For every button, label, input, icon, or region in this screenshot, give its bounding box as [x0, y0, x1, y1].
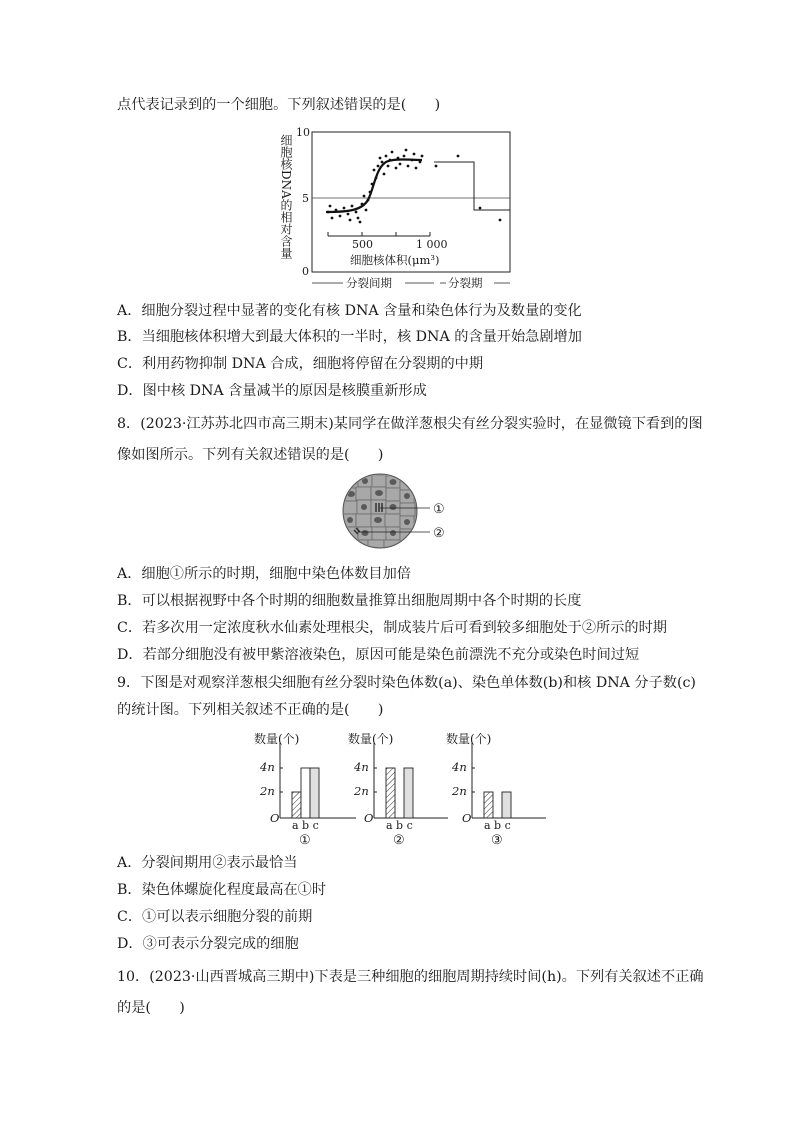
q9-option-a: A．分裂间期用②表示最恰当: [117, 855, 298, 871]
q9-chart-1-bar-a: [292, 792, 301, 818]
q8-stem-line1: 8．(2023·江苏苏北四市高三期末)某同学在做洋葱根尖有丝分裂实验时，在显微镜下看到的图: [117, 416, 703, 432]
q7-stem: 点代表记录到的一个细胞。下列叙述错误的是( ): [117, 97, 441, 113]
q7-step-line: [434, 162, 510, 210]
q7-sigmoid-curve: [326, 160, 422, 213]
q9-chart-1-y4n: 4n: [260, 760, 275, 774]
q7-option-a: A．细胞分裂过程中显著的变化有核 DNA 含量和染色体行为及数量的变化: [117, 303, 582, 319]
q8-microscope-figure: [338, 470, 458, 554]
q7-y-tick-0: 0: [302, 265, 309, 278]
q9-chart-1-xlabels: a b c: [292, 819, 319, 832]
q9-chart-3-bar-a: [484, 792, 493, 818]
q9-option-c: C．①可以表示细胞分裂的前期: [117, 909, 313, 925]
q7-option-b: B．当细胞核体积增大到最大体积的一半时，核 DNA 的含量开始急剧增加: [117, 329, 582, 345]
q8-option-c: C．若多次用一定浓度秋水仙素处理根尖，制成装片后可看到较多细胞处于②所示的时期: [117, 620, 667, 636]
q7-phase-division: 分裂期: [448, 276, 483, 290]
q9-chart-1-bar-b: [301, 768, 310, 818]
q9-chart-2-ylabel: 数量(个): [348, 732, 394, 746]
q9-chart-3-origin: O: [462, 811, 472, 825]
q9-chart-3-y2n: 2n: [452, 784, 467, 798]
q9-bar-charts: [250, 728, 560, 850]
q8-stem-line2: 像如图所示。下列有关叙述错误的是( ): [117, 447, 384, 463]
q8-option-b: B．可以根据视野中各个时期的细胞数量推算出细胞周期中各个时期的长度: [117, 593, 582, 609]
q9-stem-line2: 的统计图。下列相关叙述不正确的是( ): [117, 702, 384, 718]
q9-chart-3-y4n: 4n: [452, 760, 467, 774]
q9-chart-2: [348, 731, 448, 848]
q9-chart-2-xlabels: a b c: [386, 819, 413, 832]
q7-x-tick-1000: 1 000: [416, 238, 448, 251]
q9-chart-3: [446, 731, 546, 848]
q9-chart-2-bar-c: [404, 768, 413, 818]
q7-dna-volume-figure: [270, 122, 530, 292]
q9-chart-2-y4n: 4n: [354, 760, 369, 774]
q8-option-d: D．若部分细胞没有被甲紫溶液染色，原因可能是染色前漂洗不充分或染色时间过短: [117, 647, 640, 663]
q9-chart-1: [254, 731, 356, 848]
q10-stem-line1: 10．(2023·山西晋城高三期中)下表是三种细胞的细胞周期持续时间(h)。下列有关叙述不正确: [117, 969, 704, 985]
q9-chart-2-caption: ②: [393, 833, 405, 848]
q7-option-c: C．利用药物抑制 DNA 合成，细胞将停留在分裂期的中期: [117, 356, 484, 372]
q9-chart-1-origin: O: [270, 811, 280, 825]
q8-label-2: ②: [433, 526, 445, 541]
q7-phase-interphase: 分裂间期: [346, 276, 392, 290]
q9-chart-2-y2n: 2n: [354, 784, 369, 798]
q9-chart-1-y2n: 2n: [260, 784, 275, 798]
q7-y-axis-label: 细胞核DNA的相对含量: [279, 134, 293, 259]
q8-label-1: ①: [433, 502, 445, 517]
q10-stem-line2: 的是( ): [117, 1000, 185, 1016]
q9-chart-3-bar-c: [502, 792, 511, 818]
q9-chart-3-ylabel: 数量(个): [446, 732, 492, 746]
q7-option-d: D．图中核 DNA 含量减半的原因是核膜重新形成: [117, 383, 427, 399]
q9-chart-3-caption: ③: [491, 833, 503, 848]
q9-option-b: B．染色体螺旋化程度最高在①时: [117, 882, 327, 898]
q8-option-a: A．细胞①所示的时期，细胞中染色体数目加倍: [117, 566, 411, 582]
q9-chart-3-xlabels: a b c: [484, 819, 511, 832]
q7-x-axis-label: 细胞核体积(μm³): [350, 253, 440, 267]
q7-y-tick-10: 10: [296, 126, 310, 139]
q9-chart-2-bar-a: [386, 768, 395, 818]
q9-chart-2-origin: O: [364, 811, 374, 825]
q7-y-tick-5: 5: [302, 192, 309, 205]
q9-chart-1-bar-c: [310, 768, 319, 818]
q9-chart-1-caption: ①: [299, 833, 311, 848]
q9-option-d: D．③可表示分裂完成的细胞: [117, 936, 299, 952]
q7-x-tick-500: 500: [352, 238, 373, 251]
q9-chart-1-ylabel: 数量(个): [254, 732, 300, 746]
q9-stem-line1: 9．下图是对观察洋葱根尖细胞有丝分裂时染色体数(a)、染色单体数(b)和核 DNA 分子数(c): [117, 675, 696, 691]
